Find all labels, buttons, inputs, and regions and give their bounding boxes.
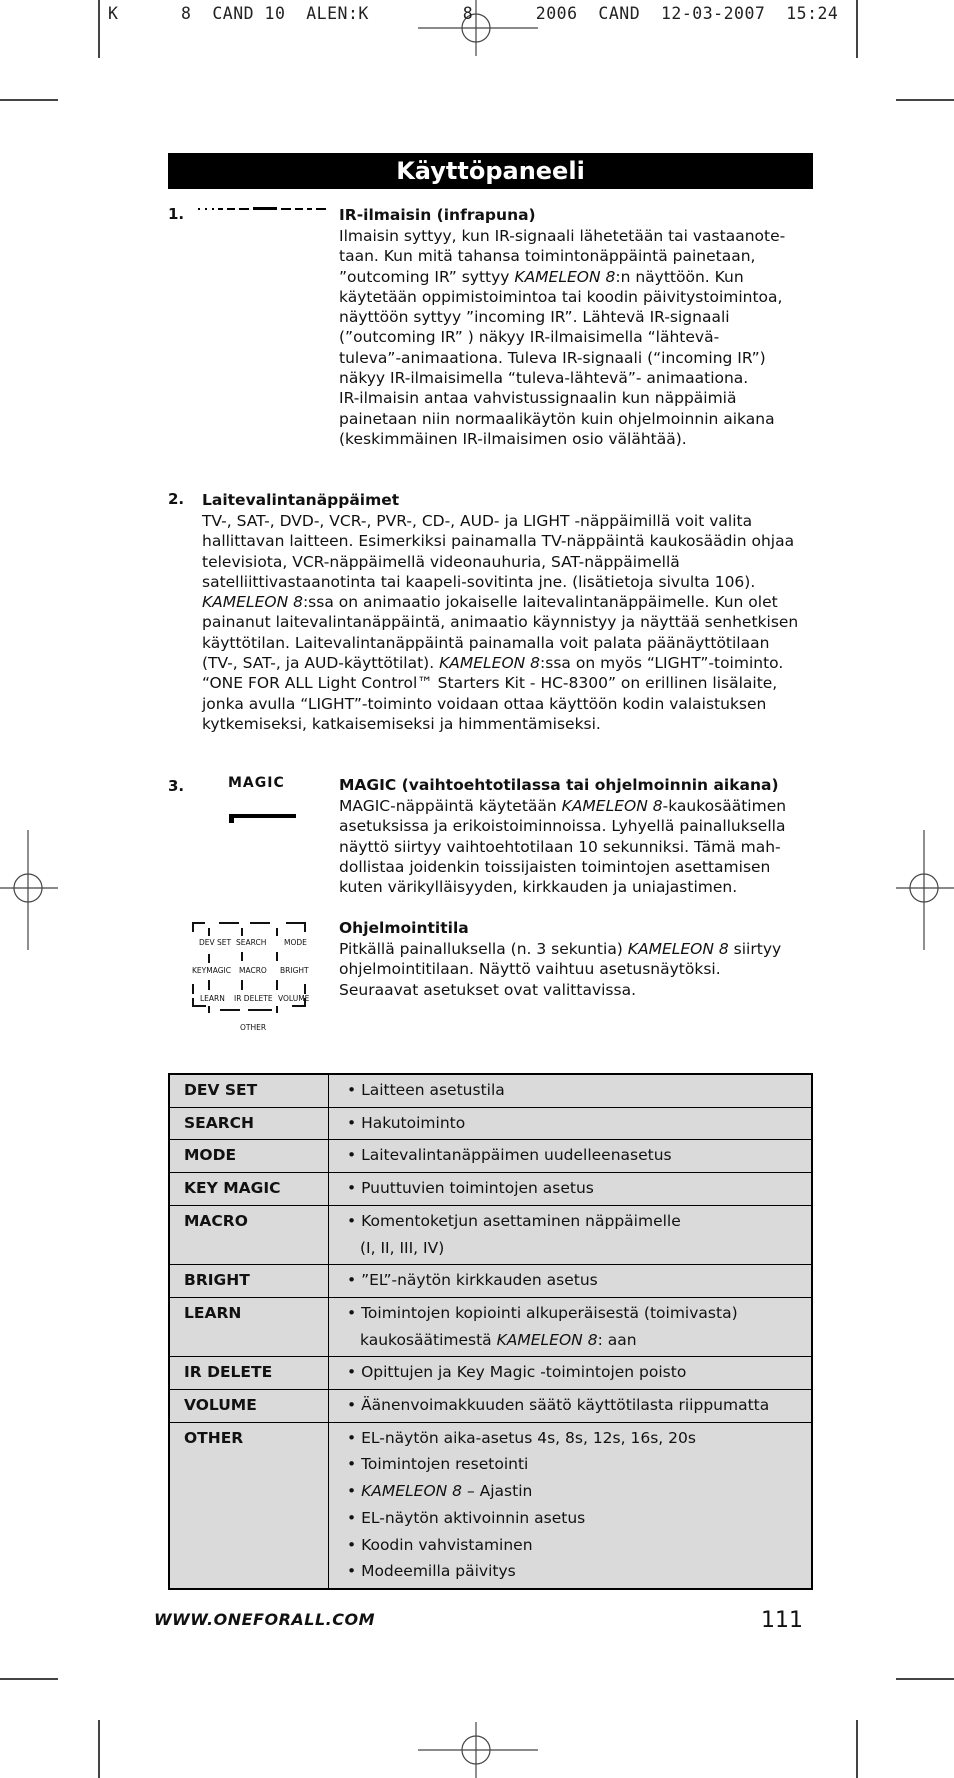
setting-description [329,1357,813,1390]
setting-value-line: • Äänenvoimakkuuden säätö käyttötilasta riippumatta [347,1396,770,1415]
text-line: TV-, SAT-, DVD-, VCR-, PVR-, CD-, AUD- ja LIGHT -näppäimillä voit valita [202,512,753,530]
section-number: 2. [168,490,185,508]
crop-mark [98,1720,100,1778]
text-line: kuten värikylläisyyden, kirkkauden ja uniajastimen. [339,878,738,897]
table-row [169,1074,812,1107]
setting-description [329,1265,813,1298]
setting-name: DEV SET [169,1074,329,1107]
text-line: Ilmaisin syttyy, kun IR-signaali lähetetään tai vastaanote- [339,227,786,245]
setting-value-line: • Toimintojen resetointi [347,1455,529,1474]
table-row [169,1297,812,1356]
setting-value-line: • Koodin vahvistaminen [347,1535,533,1554]
setting-name: BRIGHT [169,1265,329,1298]
setting-name: MACRO [169,1205,329,1264]
page-number: 111 [761,1608,803,1633]
table-row [169,1357,812,1390]
setting-description [329,1205,813,1264]
setting-value-line: • ”EL”-näytön kirkkauden asetus [347,1271,598,1290]
setting-name: LEARN [169,1297,329,1356]
section-number: 3. [168,777,185,795]
registration-mark-bottom [418,1722,538,1778]
setting-description [329,1297,813,1356]
text-line: (keskimmäinen IR-ilmaisimen osio välähtää). [339,429,687,448]
diagram-label: SEARCH [236,938,267,947]
setting-description [329,1107,813,1140]
page-title: Käyttöpaneeli [168,153,813,189]
text-line: näyttö siirtyy vaihtoehtotilaan 10 sekunniksi. Tämä mah- [339,837,781,856]
setting-value-line: • Toimintojen kopiointi alkuperäisestä (toimivasta) [347,1303,738,1322]
text-line: Pitkällä painalluksella (n. 3 sekuntia) KAMELEON 8 siirtyy [339,940,782,958]
setting-description [329,1173,813,1206]
text-line: käytetään oppimistoimintoa tai koodin päivitystoimintoa, [339,287,783,306]
text-line: Seuraavat asetukset ovat valittavissa. [339,980,636,999]
setting-value-line: • Opittujen ja Key Magic -toimintojen poisto [347,1363,687,1382]
setting-value-line: • EL-näytön aktivoinnin asetus [347,1508,586,1527]
crop-mark [0,99,58,101]
text-line: jonka avulla “LIGHT”-toiminto voidaan ottaa käyttöön kodin valaistuksen [202,694,767,713]
table-row [169,1173,812,1206]
text-line: taan. Kun mitä tahansa toimintonäppäintä painetaan, [339,247,756,266]
diagram-label: OTHER [240,1023,267,1032]
setting-name: IR DELETE [169,1357,329,1390]
setting-description [329,1074,813,1107]
programming-description [339,939,781,1000]
diagram-label: VOLUME [278,994,310,1003]
text-line: dollistaa joidenkin toissijaisten toimintojen asettamisen [339,857,771,876]
setting-value-line: • EL-näytön aika-asetus 4s, 8s, 12s, 16s, 20s [347,1428,696,1447]
ir-description [339,226,785,449]
text-line: näkyy IR-ilmaisimella “tuleva-lähtevä”- animaationa. [339,369,749,388]
setting-name: OTHER [169,1422,329,1589]
crop-mark [856,0,858,58]
setting-description [329,1390,813,1423]
table-row [169,1390,812,1423]
registration-mark-right [896,830,954,950]
text-line: painetaan niin normaalikäytön kuin ohjelmoinnin aikana [339,409,775,428]
crop-mark [98,0,100,58]
setting-name: SEARCH [169,1107,329,1140]
text-line: (TV-, SAT-, ja AUD-käyttötilat). KAMELEON 8:ssa on myös “LIGHT”-toiminto. [202,654,784,673]
setting-value-line: • Laitevalintanäppäimen uudelleenasetus [347,1146,672,1165]
setting-name: VOLUME [169,1390,329,1423]
text-line: MAGIC-näppäintä käytetään KAMELEON 8-kaukosäätimen [339,797,787,815]
settings-table [168,1073,813,1590]
diagram-label: LEARN [200,994,225,1003]
diagram-label: IR DELETE [234,994,273,1003]
setting-value-line: • KAMELEON 8 – Ajastin [347,1482,533,1501]
text-line: IR-ilmaisin antaa vahvistussignaalin kun näppäimiä [339,389,737,408]
setting-description [329,1422,813,1589]
diagram-label: DEV SET [199,938,232,947]
registration-mark-left [0,830,58,950]
text-line: kytkemiseksi, katkaisemiseksi ja himmentämiseksi. [202,714,601,733]
table-row [169,1107,812,1140]
text-line: ”outcoming IR” syttyy KAMELEON 8:n näyttöön. Kun [339,267,744,286]
table-row [169,1265,812,1298]
text-line: televisiota, VCR-näppäimellä videonauhuria, SAT-näppäimellä [202,552,680,571]
magic-key-icon [229,814,296,818]
setting-value-line: • Laitteen asetustila [347,1081,505,1099]
section-number: 1. [168,205,185,223]
text-line: “ONE FOR ALL Light Control™ Starters Kit - HC-8300” on erillinen lisälaite, [202,674,778,693]
programming-heading: Ohjelmointitila [339,919,469,937]
diagram-label: MACRO [239,966,267,975]
ir-heading: IR-ilmaisin (infrapuna) [339,206,536,224]
table-row [169,1205,812,1264]
crop-mark [0,1678,58,1680]
diagram-label: BRIGHT [280,966,309,975]
text-line: hallittavan laitteen. Esimerkiksi painamalla TV-näppäintä kaukosäädin ohjaa [202,532,795,551]
website-url[interactable]: WWW.ONEFORALL.COM [154,1610,376,1629]
setting-value-line: kaukosäätimestä KAMELEON 8: aan [360,1330,637,1349]
text-line: (”outcoming IR” ) näkyy IR-ilmaisimella “lähtevä- [339,328,720,347]
setting-name: KEY MAGIC [169,1173,329,1206]
text-line: satelliittivastaanotinta tai kaapeli-sovitinta jne. (lisätietoja sivulta 106). [202,572,756,591]
text-line: ohjelmointitilaan. Näyttö vaihtuu asetusnäytöksi. [339,960,721,979]
settings-screen-diagram [190,918,318,1036]
text-line: asetuksissa ja erikoistoiminnoissa. Lyhyellä painalluksella [339,817,786,836]
text-line: KAMELEON 8:ssa on animaatio jokaiselle laitevalintanäppäimelle. Kun olet [202,593,778,612]
ir-indicator-icon [198,205,330,213]
text-line: painanut laitevalintanäppäintä, animaatio käynnistyy ja näyttää senhetkisen [202,613,799,632]
magic-key-label: MAGIC [228,775,285,791]
crop-mark [896,99,954,101]
diagram-label: MODE [284,938,307,947]
print-header: K 8 CAND 10 ALEN:K 8 2006 CAND 12-03-2007 15:24 [108,4,839,23]
magic-key-icon-tick [229,814,234,823]
setting-description [329,1140,813,1173]
device-heading: Laitevalintanäppäimet [202,491,400,509]
magic-heading: MAGIC (vaihtoehtotilassa tai ohjelmoinnin aikana) [339,776,779,794]
setting-value-line: • Hakutoiminto [347,1113,466,1132]
setting-name: MODE [169,1140,329,1173]
table-row [169,1422,812,1589]
device-description [202,511,798,734]
setting-value-line: • Puuttuvien toimintojen asetus [347,1179,594,1198]
text-line: tuleva”-animaationa. Tuleva IR-signaali (“incoming IR”) [339,348,766,367]
text-line: näyttöön syttyy ”incoming IR”. Lähtevä IR-signaali [339,308,730,327]
text-line: käyttötilan. Laitevalintanäppäintä painamalla voit palata päänäyttötilaan [202,633,770,652]
magic-description [339,796,786,897]
crop-mark [896,1678,954,1680]
setting-value-line: (I, II, III, IV) [360,1238,445,1257]
crop-mark [856,1720,858,1778]
setting-value-line: • Modeemilla päivitys [347,1562,516,1581]
table-row [169,1140,812,1173]
setting-value-line: • Komentoketjun asettaminen näppäimelle [347,1211,681,1230]
diagram-label: KEYMAGIC [192,966,231,975]
